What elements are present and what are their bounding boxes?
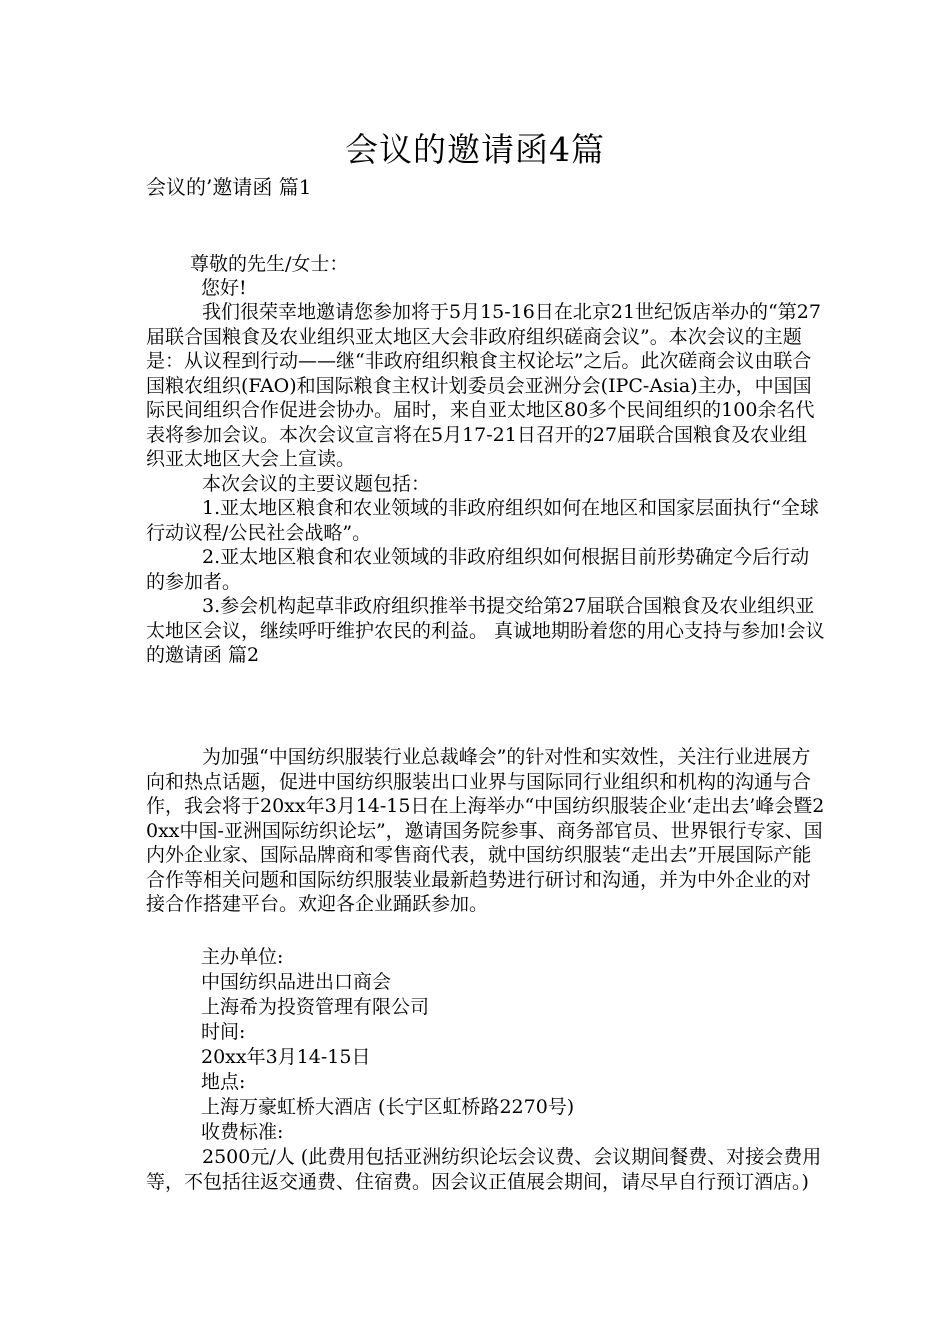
- place-value: 上海万豪虹桥大酒店 (长宁区虹桥路2270号): [201, 1096, 575, 1118]
- fee-value: 2500元/人 (此费用包括亚洲纺织论坛会议费、会议期间餐费、对接会费用等，不包括往返交通费、住宿费。因会议正值展会期间，请尽早自行预订酒店。): [146, 1146, 822, 1193]
- document-title: 会议的邀请函4篇: [345, 130, 605, 169]
- host-organization-2: 上海希为投资管理有限公司: [201, 996, 430, 1018]
- paragraph-topic-1: 1.亚太地区粮食和农业领域的非政府组织如何在地区和国家层面执行“全球行动议程/公民社会战略”。: [146, 497, 819, 544]
- paragraph-topic-2: 2.亚太地区粮食和农业领域的非政府组织如何根据目前形势确定今后行动的参加者。: [146, 546, 810, 593]
- host-label: 主办单位:: [201, 946, 284, 968]
- greeting-hello: 您好!: [201, 277, 247, 299]
- host-organization-1: 中国纺织品进出口商会: [201, 971, 392, 993]
- section-1-body: [146, 300, 826, 668]
- section-1-heading: 会议的’邀请函 篇1: [146, 175, 312, 199]
- salutation: 尊敬的先生/女士：: [190, 253, 349, 275]
- section-2-body: [146, 745, 826, 917]
- time-label: 时间:: [201, 1021, 246, 1043]
- place-label: 地点:: [201, 1071, 246, 1093]
- paragraph-invitation: 我们很荣幸地邀请您参加将于5月15-16日在北京21世纪饭店举办的“第27届联合国粮食及农业组织亚太地区大会非政府组织磋商会议”。本次会议的主题是：从议程到行动——继“非政府组织粮食主权论坛”之后。此次磋商会议由联合国粮农组织(FAO)和国际粮食主权计划委员会亚洲分会(IPC-Asia)主办，中国国际民间组织合作促进会协办。届时，来自亚太地区80多个民间组织的100余名代表将参加会议。本次会议宣言将在5月17-21日召开的27届联合国粮食及农业组织亚太地区大会上宣读。: [146, 301, 821, 470]
- paragraph-topic-3: 3.参会机构起草非政府组织推举书提交给第27届联合国粮食及农业组织亚太地区会议，继续呼吁维护农民的利益。 真诚地期盼着您的用心支持与参加!会议的邀请函 篇2: [146, 595, 825, 666]
- paragraph-summit: 为加强“中国纺织服装行业总裁峰会”的针对性和实效性，关注行业进展方向和热点话题，促进中国纺织服装出口业界与国际同行业组织和机构的沟通与合作，我会将于20xx年3月14-15日在上海举办“中国纺织服装企业‘走出去’峰会暨20xx中国-亚洲国际纺织论坛”，邀请国务院参事、商务部官员、世界银行专家、国内外企业家、国际品牌商和零售商代表，就中国纺织服装“走出去”开展国际产能合作等相关问题和国际纺织服装业最新趋势进行研讨和沟通，并为中外企业的对接合作搭建平台。欢迎各企业踊跃参加。: [146, 746, 825, 915]
- time-value: 20xx年3月14-15日: [201, 1046, 371, 1068]
- fee-label: 收费标准:: [201, 1121, 284, 1143]
- fee-paragraph: [146, 1145, 826, 1194]
- paragraph-topics-intro: 本次会议的主要议题包括：: [202, 472, 431, 495]
